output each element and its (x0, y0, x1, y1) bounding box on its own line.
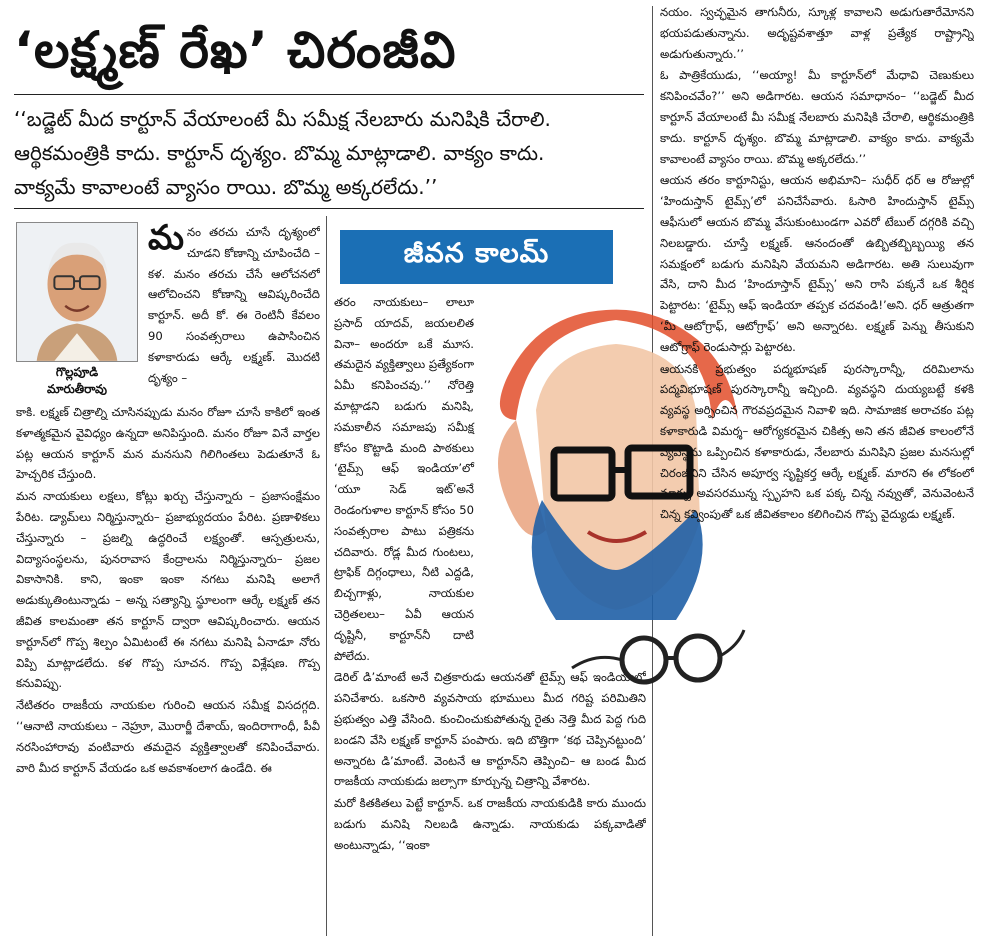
paragraph: తరం నాయకులు– లాలూ ప్రసాద్ యాదవ్, జయలలిత వినా– అందరూ ఒకే మూస. తమదైన వ్యక్తిత్వాలు ప్రత్యేకంగా ఏమీ కనిపించవు.’’ నోరెత్తి మాట్లాడని బడుగు మనిషి, సమకాలీన సమాజపు సమీక్ష కోసం కొట్టాడి మంది పాఠకులు ‘టైమ్స్ ఆఫ్ ఇండియా’లో ‘యూ సెడ్ ఇట్’అనే రెండంగుళాల కార్టూన్ కోసం 50 సంవత్సరాల పాటు పత్రికను చదివారు. రోడ్ల మీద గుంటలు, ట్రాఫిక్ దిగ్గంధాలు, నీటి ఎద్దడి, బిచ్చగాళ్లు, నాయకుల చెర్రితలలు– ఏవీ ఆయన దృష్టినీ, కార్టూన్‌నీ దాటి పోలేదు. (334, 295, 474, 663)
pull-quote-divider (14, 208, 644, 209)
paragraph: మరో కితకితలు పెట్టే కార్టూన్. ఒక రాజకీయ నాయకుడికి కారు ముందు బడుగు మనిషి నిలబడి ఉన్నాడు. నాయకుడు పక్కవాడితో అంటున్నాడు, ‘‘ఇంకా (334, 796, 646, 852)
paragraph: ఓ పాత్రికేయుడు, ‘‘అయ్యా! మీ కార్టూన్‌లో మేధావి చెణుకులు కనిపించవేం?’’ అని అడిగారట. ఆయన సమాధానం– ‘‘బడ్జెట్ మీద కార్టూన్ వేయాలంటే మీ సమీక్ష నేలబారు మనిషికి చేరాలి, ఆర్థికమంత్రికి కాదు. కార్టూన్ దృశ్యం. బొమ్మ మాట్లాడాలి. వాక్యం కాదు. వాక్యమే కావాలంటే వ్యాసం రాయి. బొమ్మ అక్కరలేదు.’’ (660, 68, 974, 166)
headline: ‘లక్ష్మణ్ రేఖ’ చిరంజీవి (14, 21, 457, 79)
author-portrait (16, 222, 138, 362)
headline-divider (14, 94, 644, 95)
paragraph: నయం. స్వచ్ఛమైన తాగునీరు, స్కూళ్ల కావాలని అడుగుతారేమోనని భయపడుతున్నాను. అదృష్టవశాత్తూ వాళ్ల ప్రత్యేక రాష్ట్రాన్ని అడుగుతున్నారు.’’ (660, 5, 974, 61)
author-name-line: గొల్లపూడి (55, 365, 99, 379)
author-name-line: మారుతీరావు (46, 382, 108, 396)
column-1-body (16, 402, 320, 942)
author-byline (16, 364, 138, 398)
column-3-body (660, 2, 974, 942)
pull-quote-line: ‘‘బడ్జెట్ మీద కార్టూన్ వేయాలంటే మీ సమీక్ష నేలబారు మనిషికి చేరాలి. (14, 107, 551, 131)
pull-quote (14, 102, 644, 206)
pull-quote-line: వాక్యమే కావాలంటే వ్యాసం రాయి. బొమ్మ అక్కరలేదు.’’ (14, 175, 438, 199)
author-box (16, 222, 142, 398)
column-divider (326, 216, 327, 936)
paragraph: మన నాయకులు లక్షలు, కోట్లు ఖర్చు చేస్తున్నారు – ప్రజాసంక్షేమం పేరిట. డ్యామ్‌లు నిర్మిస్తున్నారు– ప్రజాభ్యుదయం పేరిట. ప్రణాళికలు చేస్తున్నారు – ప్రజల్ని ఉద్ధరించే లక్ష్యంతో. ఆస్పత్రులను, విద్యాసంస్థలను, పునరావాస కేంద్రాలను నిర్మిస్తున్నారు– ప్రజల వికాసానికి. కాని, ఇంకా ఇంకా నగటు మనిషి అలాగే అడుక్కుతింటున్నాడు – అన్న సత్యాన్ని స్థూలంగా ఆర్కే లక్ష్మణ్ తన జీవిత కాలమంతా తన కార్టూన్ ద్వారా ఆవిష్కరించారు. ఆయన కార్టూన్‌లో గొప్ప శిల్పం ఏమిటంటే ఈ నగటు మనిషి ఏనాడూ నోరు విప్పి మాట్లాడలేదు. కళ గొప్ప సూచన. గొప్ప విశ్లేషణ. గొప్ప కనువిప్పు. (16, 489, 320, 691)
paragraph: ఆయన తరం కార్టూనిస్టు, ఆయన అభిమాని– సుధీర్ ధర్ ఆ రోజుల్లో ‘హిందుస్తాన్ టైమ్స్’లో పనిచేసేవారు. ఓసారి హిందుస్తాన్ టైమ్స్ ఆఫీసులో ఆయన బొమ్మ వేసుకుంటుండగా ఎవరో టేబుల్ దగ్గరికి వచ్చి నిలబడ్డారు. చూస్తే లక్ష్మణ్. ఆనందంతో ఉబ్బితబ్బిబ్బయ్యి తన సమక్షంలో బడుగు మనిషిని వేయమని అడిగారట. అతి సులువుగా వేసి, దాని మీద ‘హిందూస్తాన్ టైమ్స్’ అని రాసి పక్కనే ఒక శీర్షిక పెట్టారట: ‘టైమ్స్ ఆఫ్ ఇండియా తప్పక చదవండి!’అని. ధర్ ఆత్రుతగా ‘మీ ఆటోగ్రాఫ్, ఆటోగ్రాఫ్’ అని అన్నారట. లక్ష్మణ్ పెన్ను తీసుకుని ఆటోగ్రాఫ్ రెండుసార్లు పెట్టారట. (660, 173, 974, 354)
drop-cap: మ (148, 222, 184, 258)
paragraph: నేటితరం రాజకీయ నాయకుల గురించి ఆయన సమీక్ష విసదగ్గది. ‘‘ఆనాటి నాయకులు – నెహ్రూ, మొరార్జీ దేశాయ్, ఇందిరాగాంధీ, పీవీ నరసింహారావు వంటివారు తమదైన వ్యక్తిత్వాలతో కనిపించేవారు. వారి మీద కార్టూన్ వేయడం ఒక అవకాశంలాగ ఉండేది. ఈ (16, 698, 320, 775)
paragraph: డెరిల్ డి’మాంటే అనే చిత్రకారుడు ఆయనతో టైమ్స్ ఆఫ్ ఇండియాలో పనిచేశారు. ఒకసారి వ్యవసాయ భూములు మీద గరిష్ట పరిమితిని ప్రభుత్వం ఎత్తి వేసింది. కుంచించుకుపోతున్న రైతు నెత్తి మీద పెద్ద గుది బండని వేసి లక్ష్మణ్ కార్టూన్ పంపారు. ఇది బొత్తిగా ‘కథ చెప్పినట్టుంది’ అన్నారట డి’మాంటే. వెంటనే ఆ కార్టూన్‌ని తెప్పించి– ఆ బండ మీద రాజకీయ నాయకుడు జల్సాగా కూర్చున్న చిత్రాన్ని వేశారట. (334, 670, 646, 789)
intro-text: నం తరచు చూసే దృశ్యంలో చూడని కోణాన్ని చూపించేది – కళ. మనం తరచు చేసే ఆలోచనలో ఆలోచించని కోణాన్ని ఆవిష్కరించేది కార్టూన్. అదీ కో. ఈ రెంటినీ కేవలం 90 సంవత్సరాలు ఉపాసించిన కళాకారుడు ఆర్కే లక్ష్మణ్. మొదటి దృశ్యం – (148, 225, 320, 385)
column-name-banner: జీవన కాలమ్ (340, 230, 613, 284)
intro-paragraph (148, 222, 320, 402)
paragraph: ఆయనకి ప్రభుత్వం పద్మభూషణ్ పురస్కారాన్నీ, దరిమిలాను పద్మవిభూషణ్ పురస్కారాన్నీ ఇచ్చింది. వ్యవస్థని దుయ్యబట్టే కళకి వ్యవస్థ అర్పించిన గౌరవప్రదమైన నివాళి ఇది. సామాజిక అరాచకం పట్ల కళాకారుడి విమర్శ– ఆరోగ్యకరమైన చికిత్స అని తన జీవిత కాలంలోనే వ్యవస్థను ఒప్పించిన కళాకారుడు, నేలబారు మనిషిని ప్రజల మనసుల్లో చిరంజీవిని చేసిన అపూర్వ సృష్టికర్త ఆర్కే లక్ష్మణ్. మారని ఈ లోకంలో మార్పు అవసరమున్న స్పృహని ఒక పక్క చిన్న నవ్వుతో, వెనువెంటనే చిన్న కవ్వింపుతో ఒక జీవితకాలం కలిగించిన గొప్ప వైద్యుడు లక్ష్మణ్. (660, 361, 974, 522)
paragraph: కాకి. లక్ష్మణ్ చిత్రాల్ని చూసినప్పుడు మనం రోజూ చూసే కాకిలో ఇంత కళాత్మకమైన వైవిధ్యం ఉన్నదా అనిపిస్తుంది. మనం రోజూ వినే వార్తల పట్ల ఆయన కార్టూన్ మన మనసుని గిలిగింతలు పెడుతూనే ఓ హెచ్చరిక చేస్తుంది. (16, 405, 320, 482)
pull-quote-line: ఆర్థికమంత్రికి కాదు. కార్టూన్ దృశ్యం. బొమ్మ మాట్లాడాలి. వాక్యం కాదు. (14, 141, 545, 165)
